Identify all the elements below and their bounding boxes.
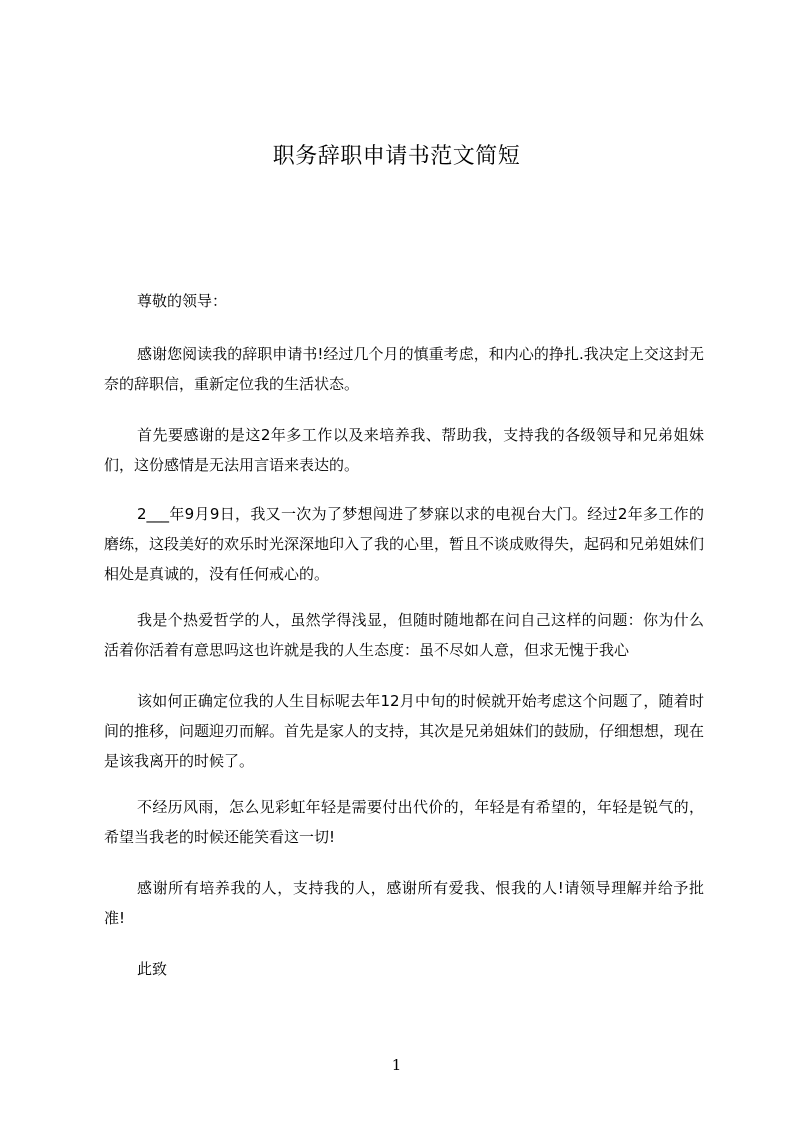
paragraph-2: 首先要感谢的是这2年多工作以及来培养我、帮助我，支持我的各级领导和兄弟姐妹们，这份感情是无法用言语来表达的。 <box>104 426 704 474</box>
closing: 此致 <box>137 960 168 978</box>
paragraph-1: 感谢您阅读我的辞职申请书!经过几个月的慎重考虑，和内心的挣扎.我决定上交这封无奈的辞职信，重新定位我的生活状态。 <box>104 345 704 393</box>
page-number: 1 <box>391 1056 402 1074</box>
document-title: 职务辞职申请书范文简短 <box>272 144 521 169</box>
salutation: 尊敬的领导： <box>137 292 228 310</box>
paragraph-3: 2___年9月9日，我又一次为了梦想闯进了梦寐以求的电视台大门。经过2年多工作的磨练，这段美好的欢乐时光深深地印入了我的心里，暂且不谈成败得失，起码和兄弟姐妹们相处是真诚的，没有任何戒心的。 <box>104 505 705 583</box>
paragraph-6: 不经历风雨，怎么见彩虹年轻是需要付出代价的，年轻是有希望的，年轻是锐气的，希望当我老的时候还能笑看这一切! <box>104 798 704 846</box>
paragraph-4: 我是个热爱哲学的人，虽然学得浅显，但随时随地都在问自己这样的问题：你为什么活着你活着有意思吗这也许就是我的人生态度：虽不尽如人意，但求无愧于我心 <box>104 611 704 659</box>
paragraph-5: 该如何正确定位我的人生目标呢去年12月中旬的时候就开始考虑这个问题了，随着时间的推移，问题迎刃而解。首先是家人的支持，其次是兄弟姐妹们的鼓励，仔细想想，现在是该我离开的时候了。 <box>104 692 705 770</box>
paragraph-7: 感谢所有培养我的人，支持我的人，感谢所有爱我、恨我的人!请领导理解并给予批准! <box>104 879 704 927</box>
